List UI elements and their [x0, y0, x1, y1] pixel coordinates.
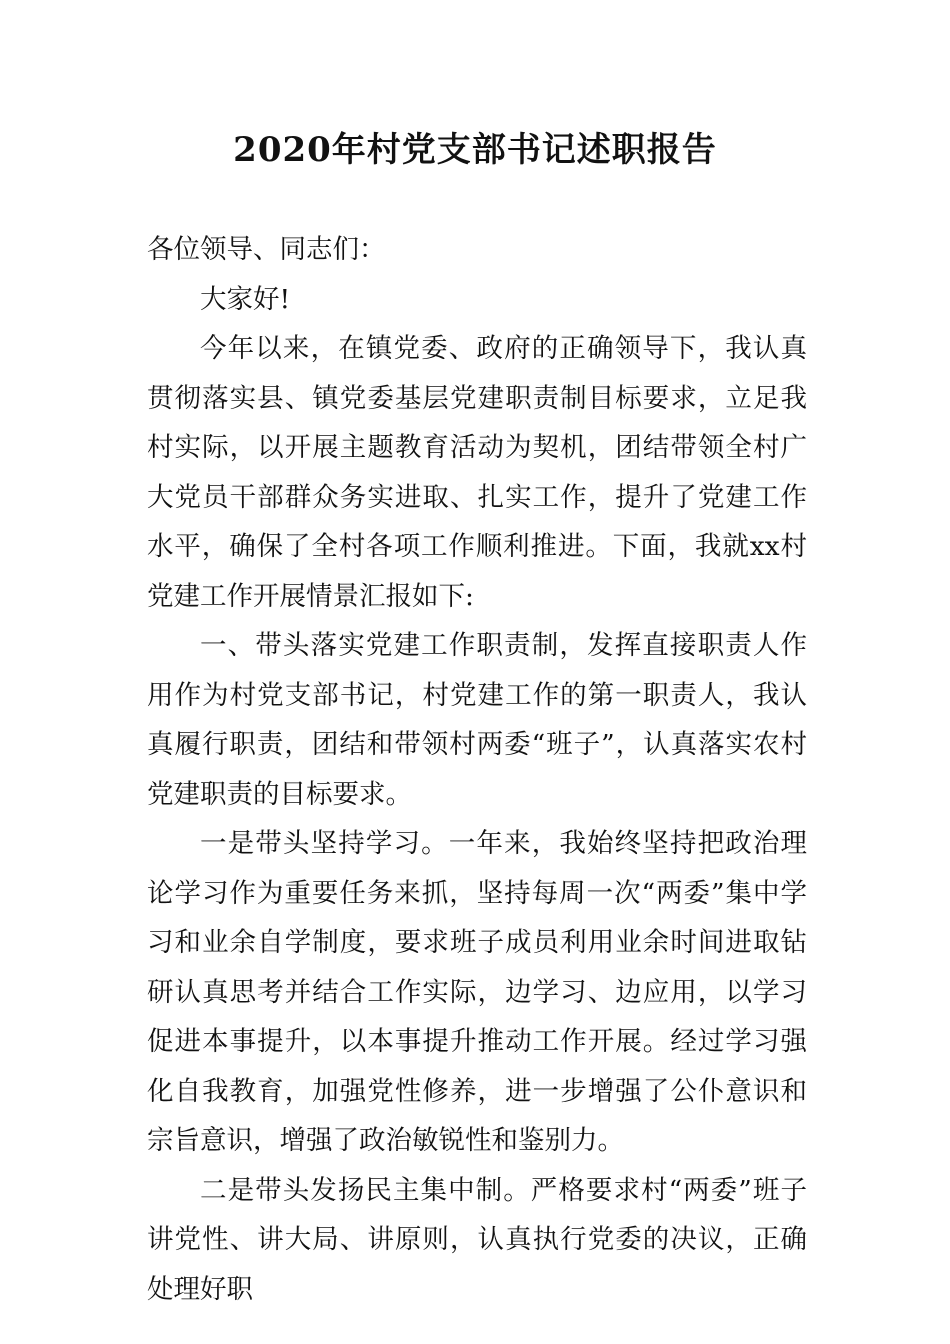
paragraph-section-one: 一、带头落实党建工作职责制，发挥直接职责人作用作为村党支部书记，村党建工作的第一职责人，我认真履行职责，团结和带领村两委“班子”，认真落实农村党建职责的目标要求。	[147, 630, 807, 810]
document-body	[147, 225, 807, 1314]
paragraph-intro: 今年以来，在镇党委、政府的正确领导下，我认真贯彻落实县、镇党委基层党建职责制目标要求，立足我村实际，以开展主题教育活动为契机，团结带领全村广大党员干部群众务实进取、扎实工作，提升了党建工作水平，确保了全村各项工作顺利推进。下面，我就xx村党建工作开展情景汇报如下:	[147, 333, 807, 612]
paragraph-study: 一是带头坚持学习。一年来，我始终坚持把政治理论学习作为重要任务来抓，坚持每周一次“两委”集中学习和业余自学制度，要求班子成员利用业余时间进取钻研认真思考并结合工作实际，边学习、边应用，以学习促进本事提升，以本事提升推动工作开展。经过学习强化自我教育，加强党性修养，进一步增强了公仆意识和宗旨意识，增强了政治敏锐性和鉴别力。	[147, 828, 807, 1156]
paragraph-greeting: 大家好!	[200, 283, 291, 315]
salutation: 各位领导、同志们：	[147, 234, 386, 265]
paragraph-democracy: 二是带头发扬民主集中制。严格要求村“两委”班子讲党性、讲大局、讲原则，认真执行党委的决议，正确处理好职	[147, 1174, 807, 1305]
document-title: 2020年村党支部书记述职报告	[233, 130, 717, 170]
